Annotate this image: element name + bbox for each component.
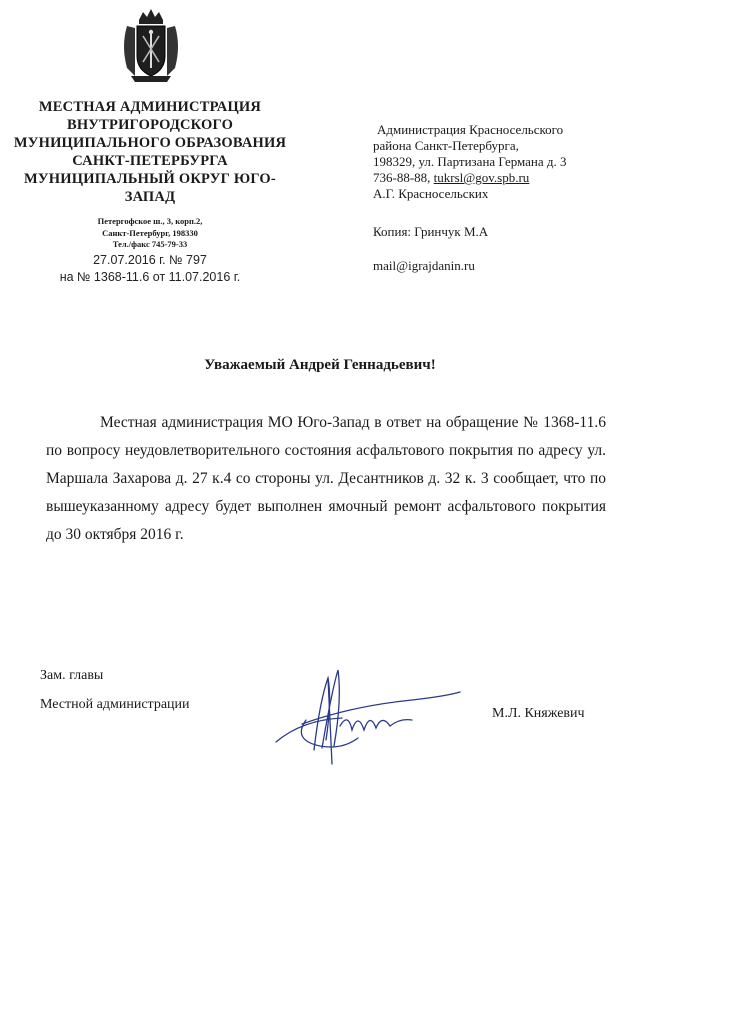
org-line: МЕСТНАЯ АДМИНИСТРАЦИЯ (38, 99, 262, 115)
copy-email: mail@igrajdanin.ru (373, 258, 475, 273)
sender-organization (0, 98, 300, 206)
signer-name: М.Л. Княжевич (492, 706, 585, 721)
org-line: ВНУТРИГОРОДСКОГО (66, 117, 234, 133)
org-line: ЗАПАД (124, 189, 176, 205)
recipient-email: tukrsl@gov.spb.ru (433, 170, 530, 185)
recipient-contact (373, 170, 713, 186)
org-line: МУНИЦИПАЛЬНОГО ОБРАЗОВАНИЯ (13, 135, 287, 151)
recipient-line: 198329, ул. Партизана Германа д. 3 (373, 154, 567, 169)
signer-position-line1: Зам. главы (40, 668, 104, 683)
address-line: Санкт-Петербург, 198330 (102, 227, 198, 238)
recipient-block (373, 122, 713, 202)
address-line: Петергофское ш., 3, корп.2, (97, 216, 203, 226)
reply-reference: на № 1368-11.6 от 11.07.2016 г. (59, 270, 241, 284)
sender-address (50, 216, 250, 251)
coat-of-arms-emblem (117, 6, 185, 84)
greeting: Уважаемый Андрей Геннадьевич! (204, 357, 436, 373)
letter-body: Местная администрация МО Юго-Запад в ответ на обращение № 1368-11.6 по вопросу неудовлетворительного состояния асфальтового покрытия по адресу ул. Маршала Захарова д. 27 к.4 со стороны ул. Десантников д. 32 к. 3 сообщает, что по вышеуказанному адресу будет выполнен ямочный ремонт асфальтового покрытия до 30 октября 2016 г. (46, 414, 606, 543)
copy-to: Копия: Гринчук М.А (373, 224, 489, 239)
outgoing-number: 27.07.2016 г. № 797 (93, 253, 207, 267)
recipient-line: района Санкт-Петербурга, (373, 138, 519, 153)
recipient-person: А.Г. Красносельских (373, 186, 489, 201)
registration-info (20, 252, 280, 286)
address-line: Тел./факс 745-79-33 (112, 239, 188, 249)
recipient-line: Администрация Красносельского (377, 122, 564, 137)
signer-position-line2: Местной администрации (40, 697, 190, 712)
handwritten-signature (262, 660, 462, 770)
recipient-phone: 736-88-88, (373, 170, 434, 185)
org-line: САНКТ-ПЕТЕРБУРГА (72, 153, 228, 169)
org-line: МУНИЦИПАЛЬНЫЙ ОКРУГ ЮГО- (24, 171, 276, 187)
